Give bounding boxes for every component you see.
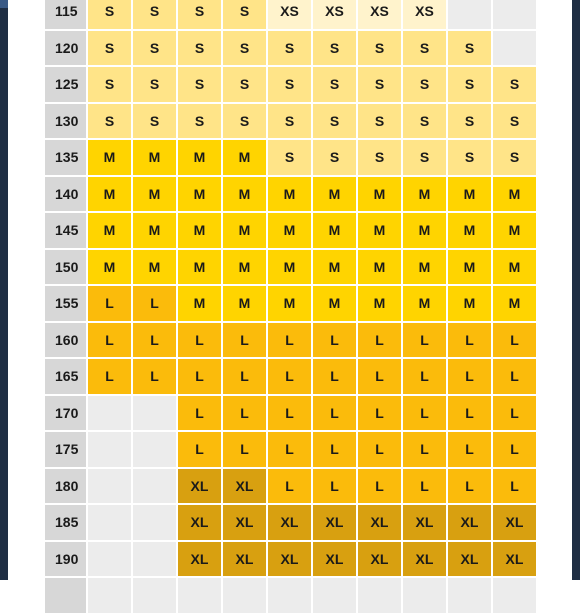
size-cell: L: [358, 469, 401, 504]
size-cell: XL: [223, 542, 266, 577]
size-cell: M: [403, 213, 446, 248]
size-cell: XL: [268, 542, 311, 577]
size-cell: XL: [403, 542, 446, 577]
size-cell: M: [178, 250, 221, 285]
size-cell: L: [268, 396, 311, 431]
size-cell: S: [358, 31, 401, 66]
size-cell: L: [223, 323, 266, 358]
table-row: [45, 250, 536, 285]
empty-cell: [88, 469, 131, 504]
size-cell: S: [133, 0, 176, 29]
row-header: 160: [45, 323, 86, 358]
size-cell: S: [403, 31, 446, 66]
size-cell: S: [268, 104, 311, 139]
size-cell: S: [178, 31, 221, 66]
size-cell: L: [493, 469, 536, 504]
empty-cell: [358, 578, 401, 613]
empty-cell: [133, 469, 176, 504]
size-cell: L: [133, 323, 176, 358]
size-cell: XL: [403, 505, 446, 540]
size-cell: L: [493, 432, 536, 467]
size-cell: L: [88, 323, 131, 358]
size-cell: L: [403, 323, 446, 358]
size-cell: M: [133, 140, 176, 175]
table-row: [45, 505, 536, 540]
size-cell: L: [358, 359, 401, 394]
size-cell: M: [268, 177, 311, 212]
size-cell: L: [268, 323, 311, 358]
empty-cell: [88, 542, 131, 577]
size-cell: L: [313, 432, 356, 467]
size-cell: S: [178, 67, 221, 102]
size-cell: S: [403, 140, 446, 175]
row-header: [45, 578, 86, 613]
size-cell: L: [448, 469, 491, 504]
size-cell: M: [358, 213, 401, 248]
size-cell: L: [223, 359, 266, 394]
row-header: 150: [45, 250, 86, 285]
size-cell: S: [223, 67, 266, 102]
size-cell: S: [223, 104, 266, 139]
empty-cell: [493, 578, 536, 613]
size-cell: S: [358, 67, 401, 102]
size-cell: S: [133, 67, 176, 102]
size-cell: L: [448, 396, 491, 431]
empty-cell: [88, 505, 131, 540]
empty-cell: [133, 578, 176, 613]
table-row: [45, 67, 536, 102]
size-chart-body: [45, 0, 536, 613]
row-header: 175: [45, 432, 86, 467]
size-cell: M: [313, 286, 356, 321]
size-cell: S: [493, 140, 536, 175]
size-cell: S: [403, 67, 446, 102]
table-row: [45, 213, 536, 248]
empty-cell: [493, 0, 536, 29]
size-cell: M: [178, 140, 221, 175]
size-cell: M: [133, 213, 176, 248]
empty-cell: [448, 578, 491, 613]
size-cell: XL: [313, 505, 356, 540]
empty-cell: [133, 432, 176, 467]
size-cell: S: [448, 140, 491, 175]
size-cell: M: [268, 286, 311, 321]
row-header: 140: [45, 177, 86, 212]
size-cell: S: [88, 0, 131, 29]
size-cell: M: [448, 286, 491, 321]
size-cell: M: [88, 140, 131, 175]
size-cell: XS: [403, 0, 446, 29]
size-cell: XS: [358, 0, 401, 29]
size-cell: XL: [358, 505, 401, 540]
size-cell: L: [88, 359, 131, 394]
size-cell: M: [88, 250, 131, 285]
size-cell: XL: [313, 542, 356, 577]
size-cell: S: [223, 0, 266, 29]
empty-cell: [133, 505, 176, 540]
size-cell: S: [133, 104, 176, 139]
empty-cell: [403, 578, 446, 613]
table-row: [45, 542, 536, 577]
size-cell: S: [268, 31, 311, 66]
size-cell: L: [403, 359, 446, 394]
size-cell: S: [313, 104, 356, 139]
empty-cell: [88, 432, 131, 467]
row-header: 130: [45, 104, 86, 139]
window-edge-right: [572, 0, 580, 580]
size-cell: M: [448, 177, 491, 212]
empty-cell: [178, 578, 221, 613]
empty-cell: [268, 578, 311, 613]
empty-cell: [133, 542, 176, 577]
size-cell: M: [178, 286, 221, 321]
size-cell: XL: [448, 505, 491, 540]
size-cell: M: [178, 213, 221, 248]
size-cell: L: [268, 469, 311, 504]
size-cell: M: [313, 250, 356, 285]
size-cell: L: [448, 359, 491, 394]
size-cell: S: [313, 67, 356, 102]
size-cell: M: [223, 250, 266, 285]
size-cell: L: [358, 323, 401, 358]
size-cell: L: [133, 359, 176, 394]
table-row: [45, 31, 536, 66]
empty-cell: [493, 31, 536, 66]
size-cell: M: [178, 177, 221, 212]
size-cell: M: [448, 250, 491, 285]
size-cell: S: [493, 104, 536, 139]
size-cell: L: [448, 323, 491, 358]
size-cell: M: [88, 213, 131, 248]
table-row: [45, 432, 536, 467]
size-cell: M: [313, 213, 356, 248]
size-cell: M: [268, 250, 311, 285]
size-cell: XL: [178, 542, 221, 577]
size-cell: XS: [313, 0, 356, 29]
size-cell: L: [493, 323, 536, 358]
table-row: [45, 0, 536, 29]
row-header: 170: [45, 396, 86, 431]
table-row: [45, 104, 536, 139]
size-cell: L: [268, 359, 311, 394]
size-cell: M: [403, 250, 446, 285]
size-cell: L: [313, 323, 356, 358]
row-header: 190: [45, 542, 86, 577]
size-cell: M: [223, 177, 266, 212]
size-cell: M: [358, 177, 401, 212]
size-cell: XL: [448, 542, 491, 577]
size-cell: XL: [223, 469, 266, 504]
size-cell: M: [223, 213, 266, 248]
size-cell: XL: [493, 505, 536, 540]
size-cell: L: [178, 359, 221, 394]
size-cell: L: [358, 396, 401, 431]
size-cell: S: [448, 31, 491, 66]
size-cell: S: [133, 31, 176, 66]
row-header: 185: [45, 505, 86, 540]
empty-cell: [88, 396, 131, 431]
size-cell: S: [448, 104, 491, 139]
size-cell: M: [493, 286, 536, 321]
size-cell: S: [358, 104, 401, 139]
size-cell: M: [88, 177, 131, 212]
empty-cell: [313, 578, 356, 613]
window-edge-left: [0, 0, 8, 580]
table-row: [45, 286, 536, 321]
size-cell: L: [178, 323, 221, 358]
size-cell: S: [358, 140, 401, 175]
size-cell: S: [88, 67, 131, 102]
table-row: [45, 140, 536, 175]
size-cell: XS: [268, 0, 311, 29]
size-cell: S: [403, 104, 446, 139]
size-cell: L: [223, 432, 266, 467]
size-cell: L: [313, 359, 356, 394]
size-cell: L: [313, 469, 356, 504]
table-row: [45, 323, 536, 358]
table-row: [45, 578, 536, 613]
size-cell: S: [313, 140, 356, 175]
size-cell: M: [403, 286, 446, 321]
size-cell: M: [133, 250, 176, 285]
row-header: 125: [45, 67, 86, 102]
size-chart-table: [43, 0, 538, 615]
size-cell: S: [448, 67, 491, 102]
size-cell: XL: [493, 542, 536, 577]
size-cell: XL: [268, 505, 311, 540]
size-cell: M: [223, 140, 266, 175]
size-cell: XL: [358, 542, 401, 577]
empty-cell: [133, 396, 176, 431]
size-cell: L: [493, 359, 536, 394]
size-cell: M: [133, 177, 176, 212]
size-cell: L: [448, 432, 491, 467]
size-cell: M: [493, 213, 536, 248]
size-cell: S: [493, 67, 536, 102]
row-header: 115: [45, 0, 86, 29]
size-cell: S: [88, 104, 131, 139]
size-cell: L: [313, 396, 356, 431]
size-cell: L: [403, 432, 446, 467]
size-cell: M: [358, 286, 401, 321]
size-cell: M: [403, 177, 446, 212]
size-cell: XL: [178, 505, 221, 540]
size-cell: S: [223, 31, 266, 66]
size-cell: L: [178, 396, 221, 431]
size-cell: M: [493, 177, 536, 212]
table-row: [45, 469, 536, 504]
row-header: 135: [45, 140, 86, 175]
size-cell: L: [268, 432, 311, 467]
size-cell: S: [268, 67, 311, 102]
size-cell: S: [268, 140, 311, 175]
table-row: [45, 177, 536, 212]
size-cell: XL: [223, 505, 266, 540]
size-cell: S: [178, 104, 221, 139]
size-cell: L: [133, 286, 176, 321]
size-cell: L: [403, 469, 446, 504]
size-cell: M: [448, 213, 491, 248]
size-cell: L: [403, 396, 446, 431]
size-cell: S: [88, 31, 131, 66]
table-row: [45, 396, 536, 431]
size-cell: S: [178, 0, 221, 29]
size-cell: L: [88, 286, 131, 321]
row-header: 120: [45, 31, 86, 66]
size-cell: L: [493, 396, 536, 431]
empty-cell: [223, 578, 266, 613]
size-cell: L: [223, 396, 266, 431]
size-cell: XL: [178, 469, 221, 504]
size-cell: M: [223, 286, 266, 321]
size-cell: L: [178, 432, 221, 467]
size-cell: M: [493, 250, 536, 285]
size-cell: S: [313, 31, 356, 66]
empty-cell: [88, 578, 131, 613]
size-cell: M: [313, 177, 356, 212]
empty-cell: [448, 0, 491, 29]
size-cell: M: [268, 213, 311, 248]
table-row: [45, 359, 536, 394]
size-cell: L: [358, 432, 401, 467]
size-cell: M: [358, 250, 401, 285]
row-header: 180: [45, 469, 86, 504]
row-header: 155: [45, 286, 86, 321]
row-header: 165: [45, 359, 86, 394]
row-header: 145: [45, 213, 86, 248]
